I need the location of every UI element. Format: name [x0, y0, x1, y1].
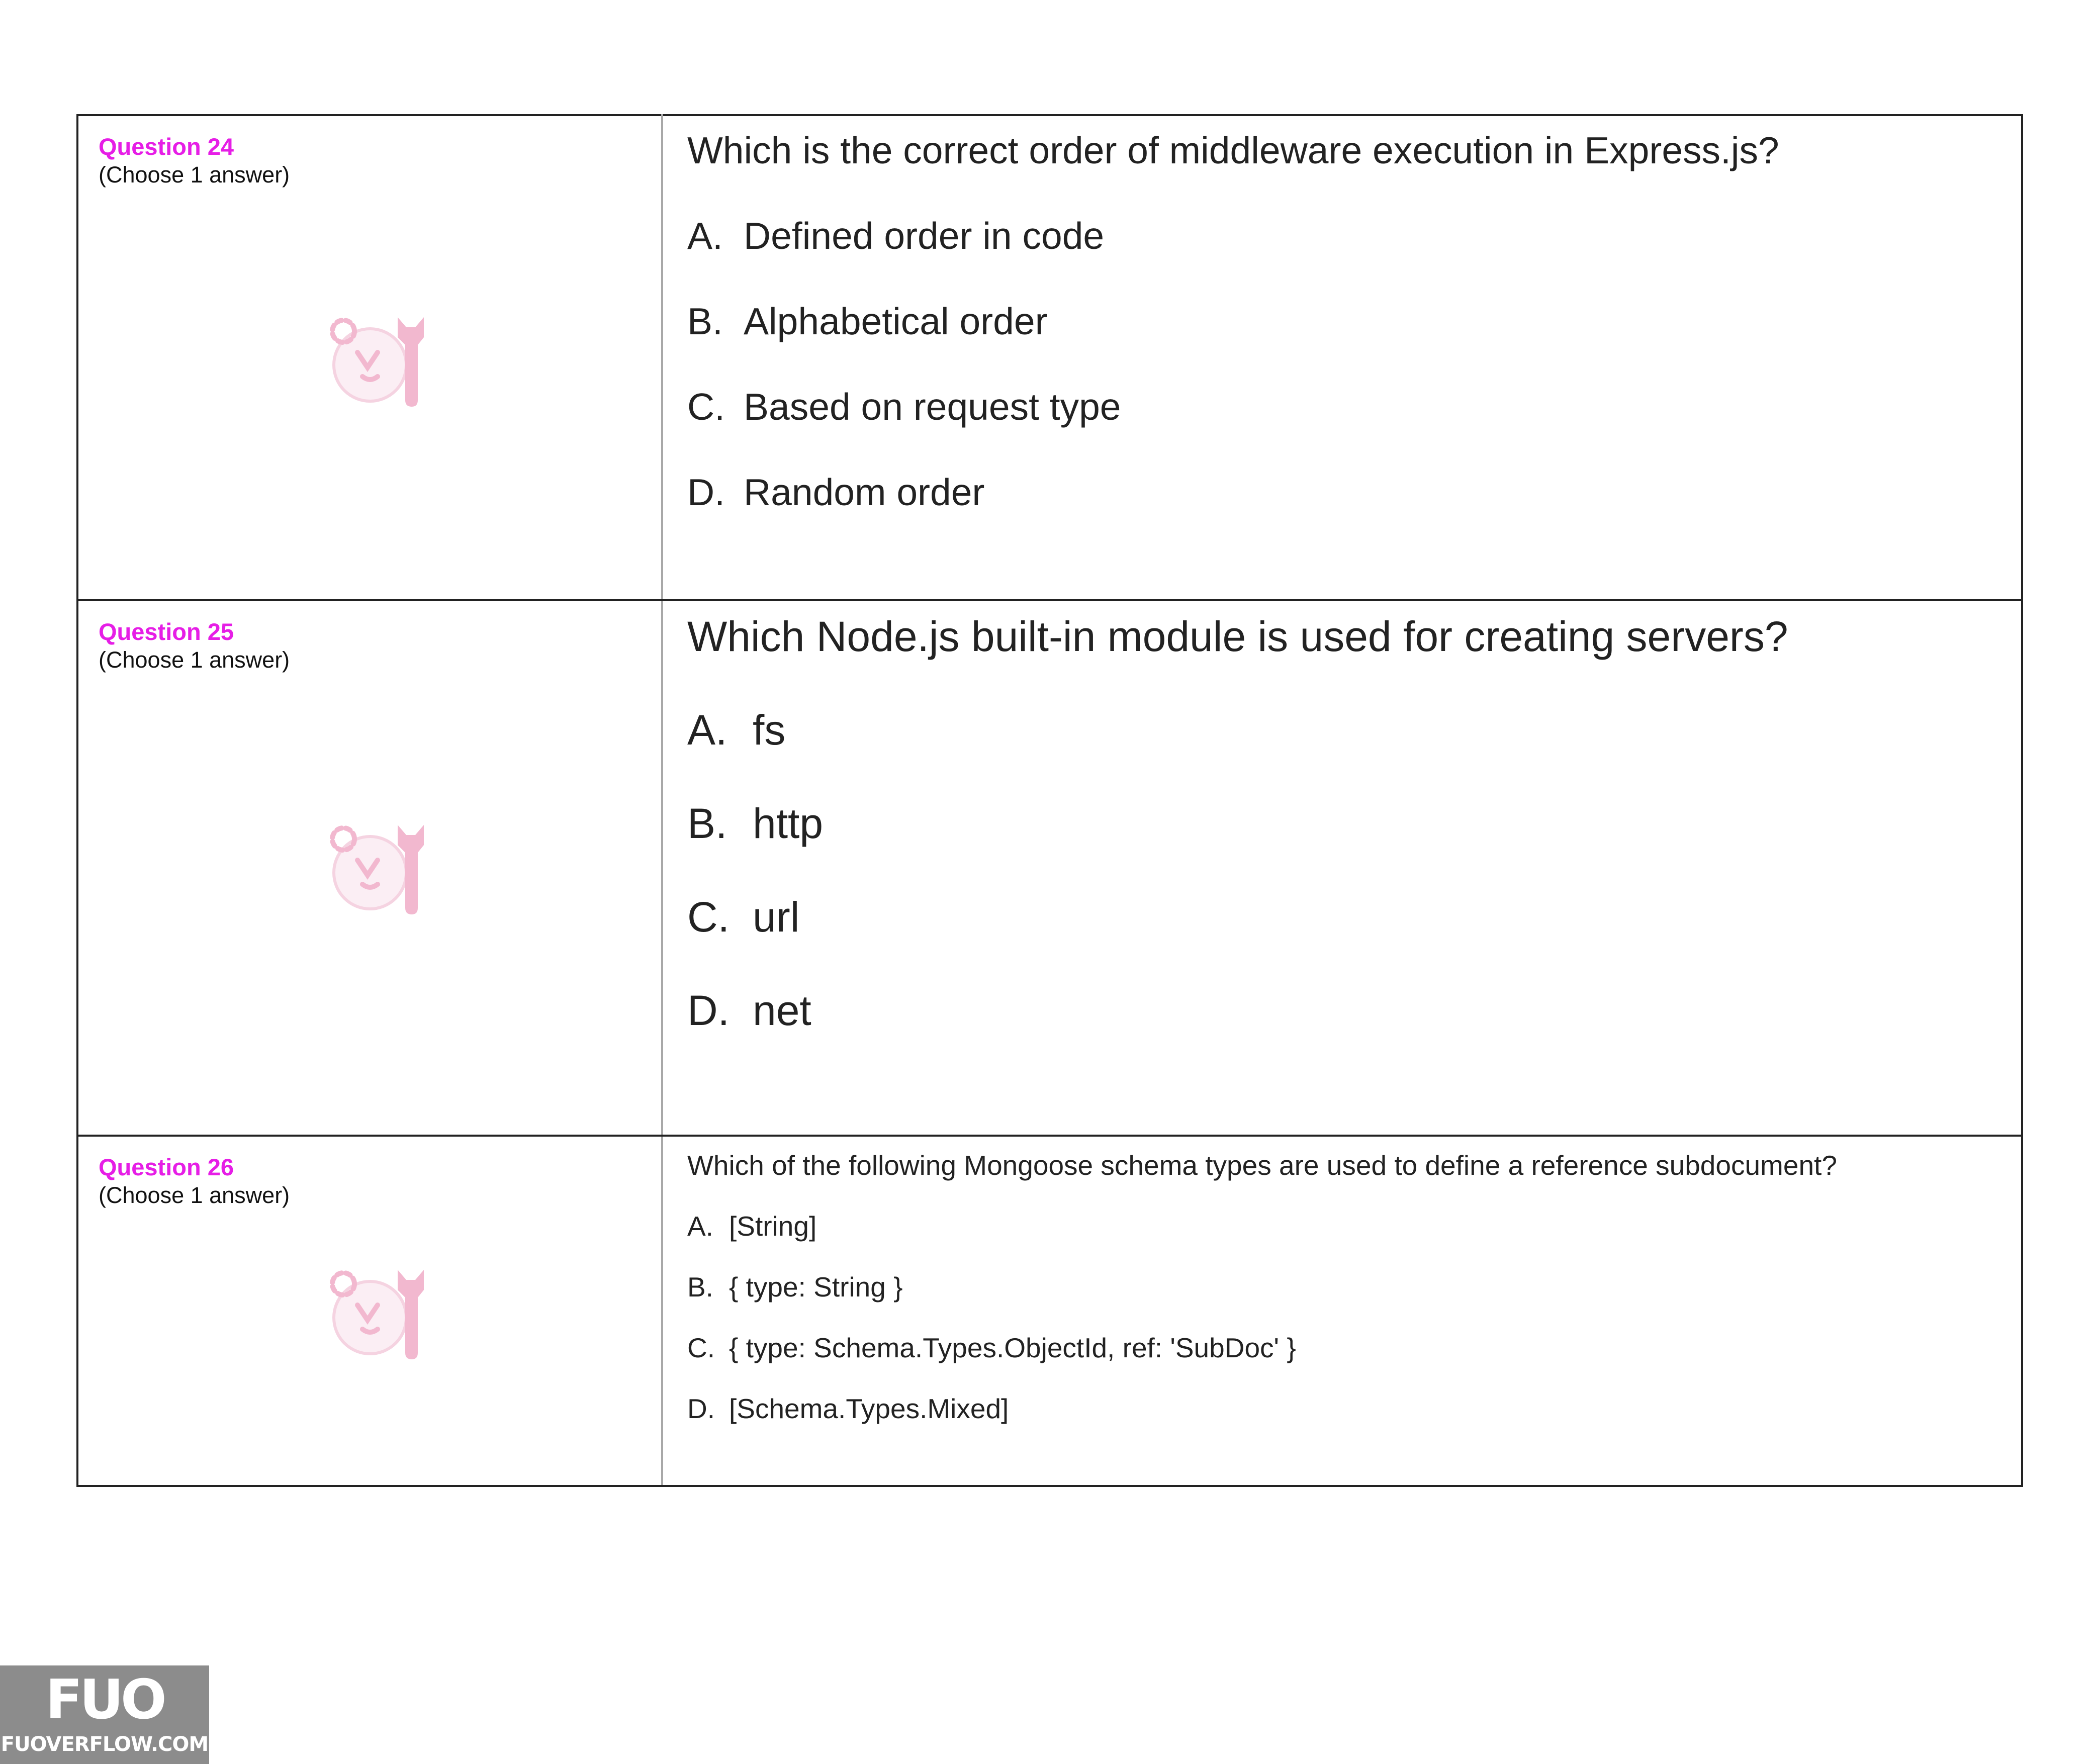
question-text: Which Node.js built-in module is used for creating servers? — [687, 613, 1788, 660]
option-b[interactable]: B. Alphabetical order — [687, 300, 1048, 342]
question-instruction: (Choose 1 answer) — [99, 647, 290, 673]
question-table — [76, 114, 2023, 1487]
brand-badge[interactable] — [0, 1665, 209, 1764]
question-label: Question 26 — [99, 1154, 234, 1180]
option-c[interactable]: C. url — [687, 893, 800, 941]
option-a[interactable]: A. fs — [687, 706, 786, 754]
option-d[interactable]: D. Random order — [687, 471, 985, 513]
option-d[interactable]: D. net — [687, 987, 811, 1034]
option-d[interactable]: D. [Schema.Types.Mixed] — [687, 1393, 1009, 1424]
question-body-cell — [662, 1136, 2022, 1486]
question-text: Which of the following Mongoose schema types are used to define a reference subdocument? — [687, 1150, 1837, 1181]
option-a[interactable]: A. [String] — [687, 1211, 817, 1242]
question-body-cell — [662, 600, 2022, 1136]
question-body-cell — [662, 115, 2022, 600]
question-row — [77, 1136, 2022, 1486]
question-text: Which is the correct order of middleware execution in Express.js? — [687, 129, 1779, 171]
option-b[interactable]: B. http — [687, 800, 824, 847]
brand-logo: FUO — [45, 1668, 164, 1731]
brand-url: FUOVERFLOW.COM — [1, 1733, 209, 1756]
mascot-gear-wrench-icon — [322, 307, 433, 408]
question-meta-cell — [77, 1136, 662, 1486]
question-row — [77, 115, 2022, 600]
mascot-gear-wrench-icon — [322, 1260, 433, 1360]
question-meta-cell — [77, 600, 662, 1136]
question-label: Question 24 — [99, 133, 234, 160]
question-instruction: (Choose 1 answer) — [99, 1182, 290, 1208]
option-b[interactable]: B. { type: String } — [687, 1271, 903, 1303]
question-label: Question 25 — [99, 618, 234, 645]
option-a[interactable]: A. Defined order in code — [687, 215, 1105, 257]
option-c[interactable]: C. Based on request type — [687, 386, 1121, 428]
mascot-gear-wrench-icon — [322, 815, 433, 915]
question-meta-cell — [77, 115, 662, 600]
question-instruction: (Choose 1 answer) — [99, 162, 290, 188]
option-c[interactable]: C. { type: Schema.Types.ObjectId, ref: 'SubDoc' } — [687, 1332, 1296, 1363]
question-row — [77, 600, 2022, 1136]
